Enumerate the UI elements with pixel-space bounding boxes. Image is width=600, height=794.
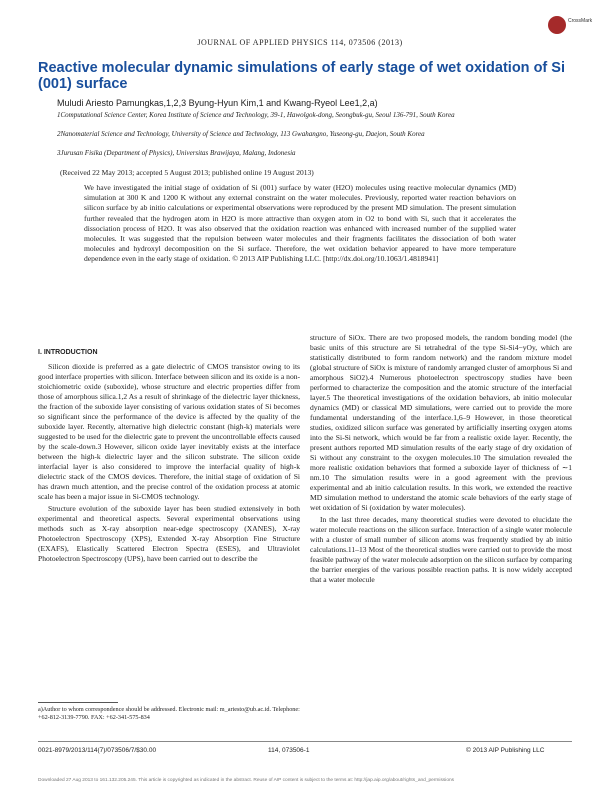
footer-copyright: © 2013 AIP Publishing LLC bbox=[466, 747, 545, 754]
paper-title: Reactive molecular dynamic simulations of early stage of wet oxidation of Si (001) surface bbox=[38, 60, 565, 92]
paragraph: In the last three decades, many theoretical studies were devoted to elucidate the water molecule reactions on the silicon surface. Interaction of a single water molecule with a cluster of small number of silicon atoms was frequently studied by ab initio calculations.11–13 Most of the theoretical studies were carried out to provide the most feasible pathway of the water molecule adsorption on the silicon surface by comparing the barrier energies of the various possible reaction paths. It is now widely accepted that a water molecule bbox=[310, 515, 572, 584]
footer-left: 0021-8979/2013/114(7)/073506/7/$30.00 bbox=[38, 747, 157, 754]
logo-text: CrossMark bbox=[568, 18, 593, 24]
crossmark-icon bbox=[548, 16, 566, 34]
affiliation-1: 1Computational Science Center, Korea Institute of Science and Technology, 39-1, Hawolgok-dong, Seongbuk-gu, Seoul 136-791, South Korea bbox=[57, 111, 455, 119]
footnote: a)Author to whom correspondence should be addressed. Electronic mail: m_ariesto@ub.ac.id. Telephone: +62-812-3139-7790. FAX: +62-341-575-834 bbox=[38, 706, 300, 721]
affiliation-3: 3Jurusan Fisika (Department of Physics), Universitas Brawijaya, Malang, Indonesia bbox=[57, 149, 296, 157]
column-left bbox=[38, 362, 300, 564]
paragraph: Structure evolution of the suboxide layer has been studied extensively in both experimental and theoretical aspects. Several experimental observations using methods such as X-ray absorption near-edge spectroscopy (XANES), X-ray Photoelectron Spectroscopy (XPS), Extended X-ray Absorption Fine Structure (EXAFS), Elastically Scattered Electron Spectra (ESES), and Ultraviolet Photoelectron Spectroscopy (UPS), have been carried out to describe the bbox=[38, 504, 300, 563]
column-right bbox=[310, 333, 572, 585]
download-notice: Downloaded 27 Aug 2013 to 161.132.205.245. This article is copyrighted as indicated in the abstract. Reuse of AIP content is subject to the terms at: http://jap.aip.org/about/rights_and_permissions bbox=[38, 778, 455, 783]
section-title: I. INTRODUCTION bbox=[38, 349, 98, 356]
authors: Muludi Ariesto Pamungkas,1,2,3 Byung-Hyun Kim,1 and Kwang-Ryeol Lee1,2,a) bbox=[57, 98, 378, 108]
footnote-divider bbox=[38, 702, 118, 703]
affiliation-2: 2Nanomaterial Science and Technology, University of Science and Technology, 113 Gwahangno, Yuseong-gu, Daejon, South Korea bbox=[57, 130, 425, 138]
paragraph: structure of SiOx. There are two proposed models, the random bonding model (the basic units of this structure are Si tetrahedral of the type Si-Si4−yOy, which are statistically distributed to form random network) and the random mixture model (global structure of SiOx is mixture of randomly arranged cluster of amorphous Si and amorphous SiO2).4 Numerous photoelectron spectroscopy studies have been performed to characterize the composition and the atomic structure of the interfacial layer.5 The theoretical investigations of the oxidation behaviors, ab initio molecular dynamics (MD) or classical MD simulations, were carried out to provide the more fundamental understanding of the interface.1,6–9 However, in those theoretical studies, oxidized silicon surface was generated by artificially inserting oxygen atoms into the Si-Si network, which would be far from a realistic oxide layer. Recently, the present authors reported MD simulation results of the early stage of dry oxidation of Si without any constraint to the oxygen molecules.10 The simulation revealed the more realistic oxidation behaviors that formed a suboxide layer of thickness of ∼1 nm.10 The simulation results were in a good agreement with the previous experimental and ab initio calculation results. In this work, we extended the reactive MD simulation method to understand the atomic scale behaviors of the early stage of wet oxidation of Si (oxidation by water molecules). bbox=[310, 333, 572, 512]
footer-page: 114, 073506-1 bbox=[268, 747, 310, 754]
abstract: We have investigated the initial stage of oxidation of Si (001) surface by water (H2O) molecules using reactive molecular dynamics (MD) simulation at 300 K and 1200 K without any external constraint on the water molecules. Previously, reported water reaction behaviors on silicon surface by ab initio calculations or experimental observations were reproduced by the present MD simulation. The present simulation further revealed that the hydrogen atom in H2O is more attractive than oxygen atom in O2 to bond with Si, such that it accelerates the dissociation process of H2O. It was also observed that the oxidation reaction was enhanced with increased number of the supplied water molecules. It was suggested that the repulsion between water molecules and their fragments facilitates the dissociation of both water molecules and hydroxyl decomposition on the Si surface. Therefore, the wet oxidation behavior appeared to have more temperature dependence even in the early stage of oxidation. © 2013 AIP Publishing LLC. [http://dx.doi.org/10.1063/1.4818941] bbox=[84, 183, 516, 264]
paragraph: Silicon dioxide is preferred as a gate dielectric of CMOS transistor owing to its good interface properties with silicon. Interface between silicon and its oxide is a non-stoichiometric oxide (suboxide), whose structure and electric properties differ from those of amorphous silica.1,2 As a result of shrinkage of the dielectric layer thickness, the fraction of the suboxide layer consisting of various oxidation states of Si becomes so significant since the performance of the device is affected by the quality of the suboxide layer. Recently, alternative high dielectric constant (high-k) materials were suggested to be used for the dielectric gate to prevent the uncontrollable effects caused by the scale-down.3 However, silicon oxide layer inevitably exists at the interface between the high-k dielectric layer and the silicon substrate. The silicon oxide interfacial layer is also considered to improve the interfacial quality of high-k dielectric stack of the CMOS devices. Therefore, the initial stage of oxidation of Si has drawn much attention, and the precise control of the oxidation process at atomic scale has been a major issue in Si-CMOS technology. bbox=[38, 362, 300, 501]
journal-header: JOURNAL OF APPLIED PHYSICS 114, 073506 (2013) bbox=[197, 38, 403, 47]
received-dates: (Received 22 May 2013; accepted 5 August 2013; published online 19 August 2013) bbox=[60, 168, 314, 177]
footer-divider bbox=[38, 741, 572, 742]
